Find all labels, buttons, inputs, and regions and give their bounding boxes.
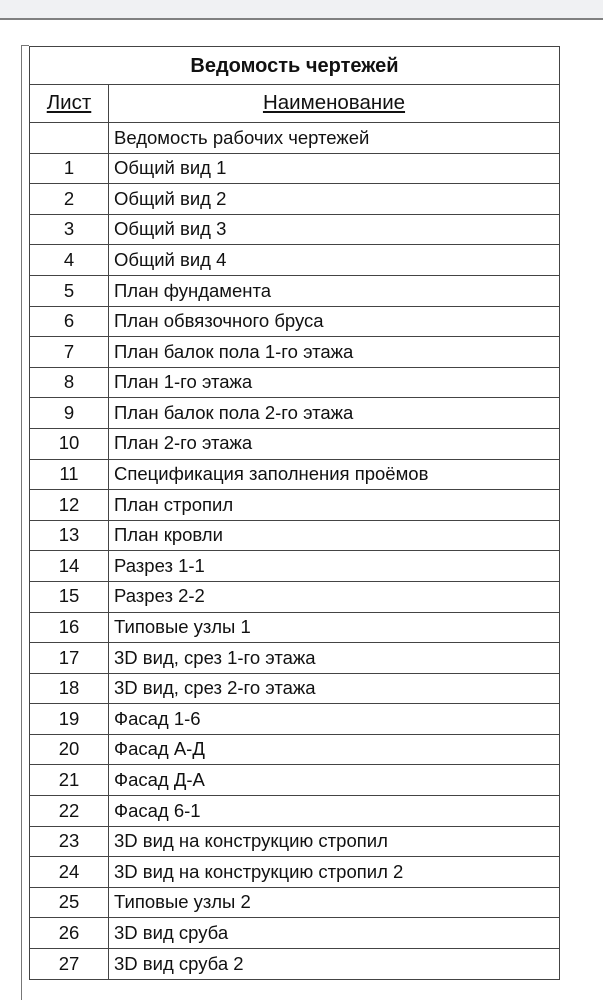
sheet-number: 12 [30,490,109,521]
table-row [30,184,560,215]
table-row [30,887,560,918]
sheet-number: 11 [30,459,109,490]
viewer-top-bar [0,0,603,18]
sheet-name: 3D вид на конструкцию стропил 2 [109,857,560,888]
sheet-number: 20 [30,734,109,765]
sheet-name: Общий вид 1 [109,153,560,184]
sheet-name: План обвязочного бруса [109,306,560,337]
sheet-name: Спецификация заполнения проёмов [109,459,560,490]
table-row [30,857,560,888]
sheet-number: 21 [30,765,109,796]
table-row [30,214,560,245]
sheet-number: 8 [30,367,109,398]
sheet-name: Фасад 6-1 [109,796,560,827]
sheet-name: План балок пола 1-го этажа [109,337,560,368]
sheet-number: 9 [30,398,109,429]
table-row [30,581,560,612]
column-header-name: Наименование [109,85,560,123]
table-row [30,826,560,857]
viewer-top-divider [0,18,603,20]
table-title-row [30,47,560,85]
sheet-name: План кровли [109,520,560,551]
sheet-name: Разрез 1-1 [109,551,560,582]
table-row [30,612,560,643]
sheet-name: Фасад Д-А [109,765,560,796]
sheet-number: 26 [30,918,109,949]
sheet-name: 3D вид, срез 2-го этажа [109,673,560,704]
sheet-number: 2 [30,184,109,215]
table-row [30,123,560,154]
table-row [30,949,560,980]
sheet-number: 22 [30,796,109,827]
page-frame-left-border [21,45,22,1000]
sheet-name: План 2-го этажа [109,428,560,459]
sheet-name: 3D вид на конструкцию стропил [109,826,560,857]
sheet-name: Общий вид 2 [109,184,560,215]
sheet-number: 23 [30,826,109,857]
table-row [30,673,560,704]
sheet-number: 16 [30,612,109,643]
sheet-name: Ведомость рабочих чертежей [109,123,560,154]
sheet-number: 14 [30,551,109,582]
sheet-number: 24 [30,857,109,888]
sheet-number: 7 [30,337,109,368]
sheet-number: 1 [30,153,109,184]
sheet-name: План фундамента [109,275,560,306]
table-row [30,918,560,949]
table-row [30,337,560,368]
sheet-name: 3D вид сруба 2 [109,949,560,980]
table-header-row [30,85,560,123]
table-row [30,704,560,735]
table-row [30,551,560,582]
table-row [30,765,560,796]
sheet-name: План стропил [109,490,560,521]
sheet-number: 3 [30,214,109,245]
sheet-number: 18 [30,673,109,704]
sheet-name: Общий вид 3 [109,214,560,245]
sheet-name: Фасад 1-6 [109,704,560,735]
sheet-number [30,123,109,154]
sheet-number: 4 [30,245,109,276]
sheet-name: Типовые узлы 1 [109,612,560,643]
table-row [30,428,560,459]
table-row [30,245,560,276]
sheet-name: Общий вид 4 [109,245,560,276]
sheet-name: Типовые узлы 2 [109,887,560,918]
sheet-name: Разрез 2-2 [109,581,560,612]
sheet-name: План балок пола 2-го этажа [109,398,560,429]
table-row [30,398,560,429]
sheet-number: 10 [30,428,109,459]
table-row [30,796,560,827]
table-row [30,490,560,521]
table-title: Ведомость чертежей [30,47,560,85]
page-frame-top-border [21,45,29,46]
sheet-name: 3D вид сруба [109,918,560,949]
sheet-number: 5 [30,275,109,306]
table-row [30,459,560,490]
table-row [30,275,560,306]
sheet-number: 27 [30,949,109,980]
table-row [30,520,560,551]
sheet-name: План 1-го этажа [109,367,560,398]
table-row [30,153,560,184]
sheet-number: 19 [30,704,109,735]
drawings-list-table [29,46,560,980]
table-row [30,367,560,398]
table-row [30,734,560,765]
table-row [30,306,560,337]
sheet-number: 13 [30,520,109,551]
sheet-number: 25 [30,887,109,918]
sheet-number: 6 [30,306,109,337]
sheet-number: 17 [30,643,109,674]
column-header-sheet: Лист [30,85,109,123]
table-row [30,643,560,674]
sheet-number: 15 [30,581,109,612]
sheet-name: 3D вид, срез 1-го этажа [109,643,560,674]
sheet-name: Фасад А-Д [109,734,560,765]
